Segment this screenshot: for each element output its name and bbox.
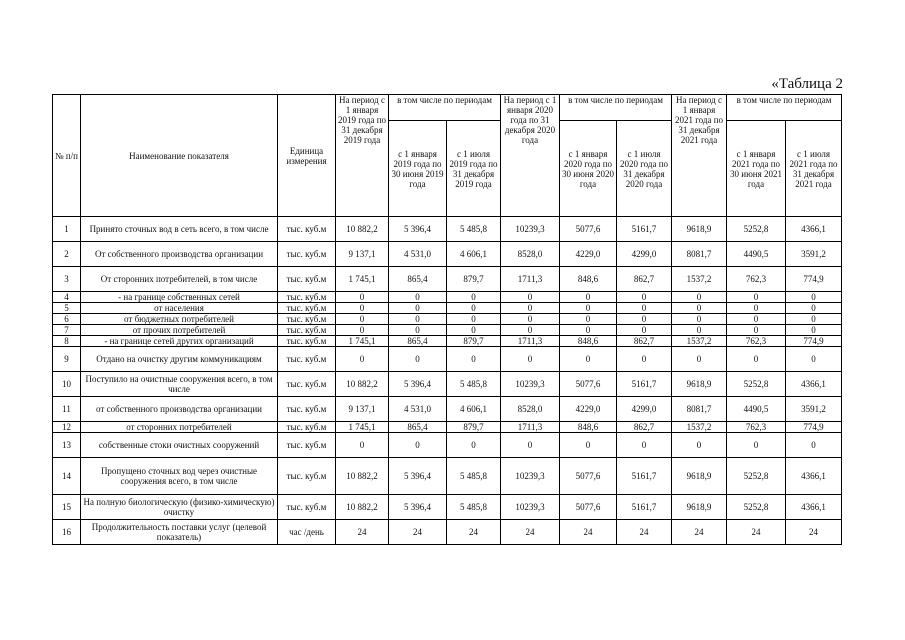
value-cell: 9618,9 xyxy=(672,217,727,242)
value-cell: 762,3 xyxy=(727,267,786,292)
value-cell: 24 xyxy=(336,520,389,545)
value-cell: 0 xyxy=(501,314,560,325)
value-cell: 0 xyxy=(389,433,447,458)
value-cell: 862,7 xyxy=(617,267,672,292)
value-cell: 5077,6 xyxy=(560,217,617,242)
value-cell: 0 xyxy=(617,303,672,314)
value-cell: 24 xyxy=(501,520,560,545)
value-cell: 24 xyxy=(447,520,501,545)
col-header-2021-total: На период с 1 января 2021 года по 31 декабря 2021 года xyxy=(672,95,727,217)
indicator-name: От собственного производства организации xyxy=(81,242,278,267)
value-cell: 0 xyxy=(617,325,672,336)
unit-cell: тыс. куб.м xyxy=(278,325,336,336)
value-cell: 0 xyxy=(727,347,786,372)
value-cell: 0 xyxy=(336,325,389,336)
value-cell: 10239,3 xyxy=(501,495,560,520)
table-row xyxy=(53,372,842,397)
indicator-name: - на границе собственных сетей xyxy=(81,292,278,303)
table-row xyxy=(53,422,842,433)
unit-cell: тыс. куб.м xyxy=(278,242,336,267)
table-row xyxy=(53,292,842,303)
value-cell: 0 xyxy=(389,347,447,372)
table-body xyxy=(53,217,842,545)
value-cell: 1 745,1 xyxy=(336,336,389,347)
value-cell: 0 xyxy=(447,314,501,325)
table-row xyxy=(53,267,842,292)
row-number: 10 xyxy=(53,372,81,397)
value-cell: 848,6 xyxy=(560,336,617,347)
col-header-2020-periods: в том числе по периодам xyxy=(560,95,672,121)
col-header-2021-periods: в том числе по периодам xyxy=(727,95,842,121)
col-header-unit: Единица измерения xyxy=(278,95,336,217)
table-row xyxy=(53,217,842,242)
table-row xyxy=(53,303,842,314)
unit-cell: тыс. куб.м xyxy=(278,397,336,422)
value-cell: 0 xyxy=(786,325,842,336)
unit-cell: тыс. куб.м xyxy=(278,336,336,347)
value-cell: 3591,2 xyxy=(786,397,842,422)
value-cell: 24 xyxy=(672,520,727,545)
row-number: 3 xyxy=(53,267,81,292)
value-cell: 5161,7 xyxy=(617,372,672,397)
value-cell: 0 xyxy=(447,433,501,458)
value-cell: 0 xyxy=(727,292,786,303)
value-cell: 24 xyxy=(617,520,672,545)
unit-cell: тыс. куб.м xyxy=(278,303,336,314)
unit-cell: тыс. куб.м xyxy=(278,267,336,292)
value-cell: 0 xyxy=(447,325,501,336)
value-cell: 24 xyxy=(786,520,842,545)
value-cell: 0 xyxy=(672,314,727,325)
col-header-2020-h2: с 1 июля 2020 года по 31 декабря 2020 года xyxy=(617,121,672,217)
indicator-name: Принято сточных вод в сеть всего, в том числе xyxy=(81,217,278,242)
value-cell: 10 882,2 xyxy=(336,495,389,520)
indicator-name: На полную биологическую (физико-химическую) очистку xyxy=(81,495,278,520)
value-cell: 0 xyxy=(336,347,389,372)
value-cell: 4229,0 xyxy=(560,242,617,267)
value-cell: 5252,8 xyxy=(727,495,786,520)
row-number: 9 xyxy=(53,347,81,372)
value-cell: 4490,5 xyxy=(727,397,786,422)
value-cell: 1537,2 xyxy=(672,267,727,292)
value-cell: 0 xyxy=(389,303,447,314)
indicator-name: от бюджетных потребителей xyxy=(81,314,278,325)
row-number: 4 xyxy=(53,292,81,303)
value-cell: 4366,1 xyxy=(786,458,842,495)
value-cell: 3591,2 xyxy=(786,242,842,267)
row-number: 7 xyxy=(53,325,81,336)
header-row-1 xyxy=(53,95,842,121)
value-cell: 0 xyxy=(727,433,786,458)
value-cell: 10 882,2 xyxy=(336,217,389,242)
value-cell: 10239,3 xyxy=(501,458,560,495)
value-cell: 5161,7 xyxy=(617,217,672,242)
value-cell: 0 xyxy=(389,325,447,336)
value-cell: 10239,3 xyxy=(501,372,560,397)
col-header-name: Наименование показателя xyxy=(81,95,278,217)
value-cell: 5 396,4 xyxy=(389,372,447,397)
unit-cell: тыс. куб.м xyxy=(278,458,336,495)
table-row xyxy=(53,336,842,347)
row-number: 15 xyxy=(53,495,81,520)
value-cell: 774,9 xyxy=(786,336,842,347)
row-number: 16 xyxy=(53,520,81,545)
value-cell: 4366,1 xyxy=(786,495,842,520)
value-cell: 5077,6 xyxy=(560,458,617,495)
value-cell: 0 xyxy=(786,303,842,314)
indicator-name: от прочих потребителей xyxy=(81,325,278,336)
table-row xyxy=(53,433,842,458)
table-row xyxy=(53,242,842,267)
value-cell: 4 606,1 xyxy=(447,242,501,267)
value-cell: 5161,7 xyxy=(617,458,672,495)
value-cell: 5077,6 xyxy=(560,372,617,397)
value-cell: 0 xyxy=(336,433,389,458)
value-cell: 5 396,4 xyxy=(389,217,447,242)
table-row xyxy=(53,520,842,545)
value-cell: 0 xyxy=(560,347,617,372)
value-cell: 24 xyxy=(560,520,617,545)
value-cell: 862,7 xyxy=(617,422,672,433)
value-cell: 0 xyxy=(672,292,727,303)
value-cell: 5 485,8 xyxy=(447,217,501,242)
value-cell: 0 xyxy=(560,314,617,325)
value-cell: 10239,3 xyxy=(501,217,560,242)
value-cell: 5077,6 xyxy=(560,495,617,520)
value-cell: 0 xyxy=(336,303,389,314)
unit-cell: тыс. куб.м xyxy=(278,292,336,303)
table-caption: «Таблица 2 xyxy=(771,76,843,92)
value-cell: 0 xyxy=(727,303,786,314)
value-cell: 0 xyxy=(617,347,672,372)
value-cell: 0 xyxy=(617,292,672,303)
value-cell: 0 xyxy=(389,292,447,303)
table-row xyxy=(53,397,842,422)
col-header-2019-h2: с 1 июля 2019 года по 31 декабря 2019 года xyxy=(447,121,501,217)
value-cell: 5 485,8 xyxy=(447,458,501,495)
indicator-name: от населения xyxy=(81,303,278,314)
indicators-table xyxy=(52,94,842,545)
value-cell: 0 xyxy=(447,303,501,314)
value-cell: 5 485,8 xyxy=(447,495,501,520)
value-cell: 0 xyxy=(672,325,727,336)
indicator-name: Продолжительность поставки услуг (целевой показатель) xyxy=(81,520,278,545)
value-cell: 0 xyxy=(727,325,786,336)
row-number: 11 xyxy=(53,397,81,422)
table-row xyxy=(53,347,842,372)
value-cell: 1711,3 xyxy=(501,267,560,292)
value-cell: 0 xyxy=(786,292,842,303)
value-cell: 774,9 xyxy=(786,422,842,433)
col-header-2021-h1: с 1 января 2021 года по 30 июня 2021 года xyxy=(727,121,786,217)
table-row xyxy=(53,458,842,495)
value-cell: 762,3 xyxy=(727,336,786,347)
value-cell: 5 396,4 xyxy=(389,495,447,520)
value-cell: 9 137,1 xyxy=(336,397,389,422)
value-cell: 1537,2 xyxy=(672,336,727,347)
table-row xyxy=(53,314,842,325)
unit-cell: час /день xyxy=(278,520,336,545)
value-cell: 0 xyxy=(501,303,560,314)
value-cell: 5 396,4 xyxy=(389,458,447,495)
col-header-2019-total: На период с 1 января 2019 года по 31 декабря 2019 года xyxy=(336,95,389,217)
unit-cell: тыс. куб.м xyxy=(278,314,336,325)
col-header-2019-h1: с 1 января 2019 года по 30 июня 2019 года xyxy=(389,121,447,217)
value-cell: 0 xyxy=(389,314,447,325)
row-number: 1 xyxy=(53,217,81,242)
value-cell: 1 745,1 xyxy=(336,267,389,292)
col-header-2021-h2: с 1 июля 2021 года по 31 декабря 2021 года xyxy=(786,121,842,217)
value-cell: 4366,1 xyxy=(786,372,842,397)
value-cell: 0 xyxy=(786,347,842,372)
indicator-name: от собственного производства организации xyxy=(81,397,278,422)
unit-cell: тыс. куб.м xyxy=(278,422,336,433)
value-cell: 8081,7 xyxy=(672,242,727,267)
value-cell: 5161,7 xyxy=(617,495,672,520)
row-number: 2 xyxy=(53,242,81,267)
unit-cell: тыс. куб.м xyxy=(278,372,336,397)
indicator-name: Поступило на очистные сооружения всего, в том числе xyxy=(81,372,278,397)
indicator-name: собственные стоки очистных сооружений xyxy=(81,433,278,458)
value-cell: 4490,5 xyxy=(727,242,786,267)
value-cell: 5252,8 xyxy=(727,372,786,397)
table-row xyxy=(53,495,842,520)
value-cell: 0 xyxy=(727,314,786,325)
col-header-2020-h1: с 1 января 2020 года по 30 июня 2020 года xyxy=(560,121,617,217)
value-cell: 4 606,1 xyxy=(447,397,501,422)
value-cell: 0 xyxy=(560,325,617,336)
value-cell: 9618,9 xyxy=(672,458,727,495)
row-number: 8 xyxy=(53,336,81,347)
value-cell: 862,7 xyxy=(617,336,672,347)
value-cell: 0 xyxy=(560,292,617,303)
col-header-2020-total: На период с 1 января 2020 года по 31 декабря 2020 года xyxy=(501,95,560,217)
value-cell: 8528,0 xyxy=(501,242,560,267)
value-cell: 865,4 xyxy=(389,422,447,433)
value-cell: 4229,0 xyxy=(560,397,617,422)
value-cell: 5 485,8 xyxy=(447,372,501,397)
indicator-name: От сторонних потребителей, в том числе xyxy=(81,267,278,292)
value-cell: 848,6 xyxy=(560,422,617,433)
value-cell: 5252,8 xyxy=(727,458,786,495)
value-cell: 0 xyxy=(447,292,501,303)
value-cell: 4 531,0 xyxy=(389,397,447,422)
indicator-name: - на границе сетей других организаций xyxy=(81,336,278,347)
indicator-name: от сторонних потребителей xyxy=(81,422,278,433)
value-cell: 0 xyxy=(672,347,727,372)
value-cell: 4 531,0 xyxy=(389,242,447,267)
indicator-name: Пропущено сточных вод через очистные сооружения всего, в том числе xyxy=(81,458,278,495)
value-cell: 879,7 xyxy=(447,336,501,347)
unit-cell: тыс. куб.м xyxy=(278,347,336,372)
value-cell: 4366,1 xyxy=(786,217,842,242)
value-cell: 5252,8 xyxy=(727,217,786,242)
value-cell: 1711,3 xyxy=(501,336,560,347)
value-cell: 0 xyxy=(617,433,672,458)
indicator-name: Отдано на очистку другим коммуникациям xyxy=(81,347,278,372)
value-cell: 0 xyxy=(501,347,560,372)
table-row xyxy=(53,325,842,336)
row-number: 13 xyxy=(53,433,81,458)
row-number: 12 xyxy=(53,422,81,433)
value-cell: 0 xyxy=(786,433,842,458)
value-cell: 1711,3 xyxy=(501,422,560,433)
value-cell: 0 xyxy=(501,292,560,303)
value-cell: 10 882,2 xyxy=(336,458,389,495)
value-cell: 0 xyxy=(501,325,560,336)
unit-cell: тыс. куб.м xyxy=(278,495,336,520)
value-cell: 9618,9 xyxy=(672,495,727,520)
unit-cell: тыс. куб.м xyxy=(278,433,336,458)
value-cell: 0 xyxy=(560,303,617,314)
value-cell: 10 882,2 xyxy=(336,372,389,397)
col-header-num: № п/п xyxy=(53,95,81,217)
value-cell: 0 xyxy=(672,433,727,458)
value-cell: 879,7 xyxy=(447,422,501,433)
value-cell: 0 xyxy=(501,433,560,458)
value-cell: 0 xyxy=(786,314,842,325)
value-cell: 4299,0 xyxy=(617,242,672,267)
value-cell: 0 xyxy=(560,433,617,458)
value-cell: 0 xyxy=(672,303,727,314)
value-cell: 1 745,1 xyxy=(336,422,389,433)
value-cell: 8081,7 xyxy=(672,397,727,422)
value-cell: 848,6 xyxy=(560,267,617,292)
value-cell: 879,7 xyxy=(447,267,501,292)
row-number: 14 xyxy=(53,458,81,495)
value-cell: 1537,2 xyxy=(672,422,727,433)
value-cell: 762,3 xyxy=(727,422,786,433)
col-header-2019-periods: в том числе по периодам xyxy=(389,95,501,121)
value-cell: 774,9 xyxy=(786,267,842,292)
value-cell: 0 xyxy=(447,347,501,372)
value-cell: 9 137,1 xyxy=(336,242,389,267)
value-cell: 0 xyxy=(336,292,389,303)
value-cell: 9618,9 xyxy=(672,372,727,397)
row-number: 6 xyxy=(53,314,81,325)
row-number: 5 xyxy=(53,303,81,314)
value-cell: 865,4 xyxy=(389,336,447,347)
value-cell: 4299,0 xyxy=(617,397,672,422)
value-cell: 0 xyxy=(617,314,672,325)
value-cell: 24 xyxy=(389,520,447,545)
unit-cell: тыс. куб.м xyxy=(278,217,336,242)
value-cell: 0 xyxy=(336,314,389,325)
value-cell: 8528,0 xyxy=(501,397,560,422)
value-cell: 865,4 xyxy=(389,267,447,292)
value-cell: 24 xyxy=(727,520,786,545)
